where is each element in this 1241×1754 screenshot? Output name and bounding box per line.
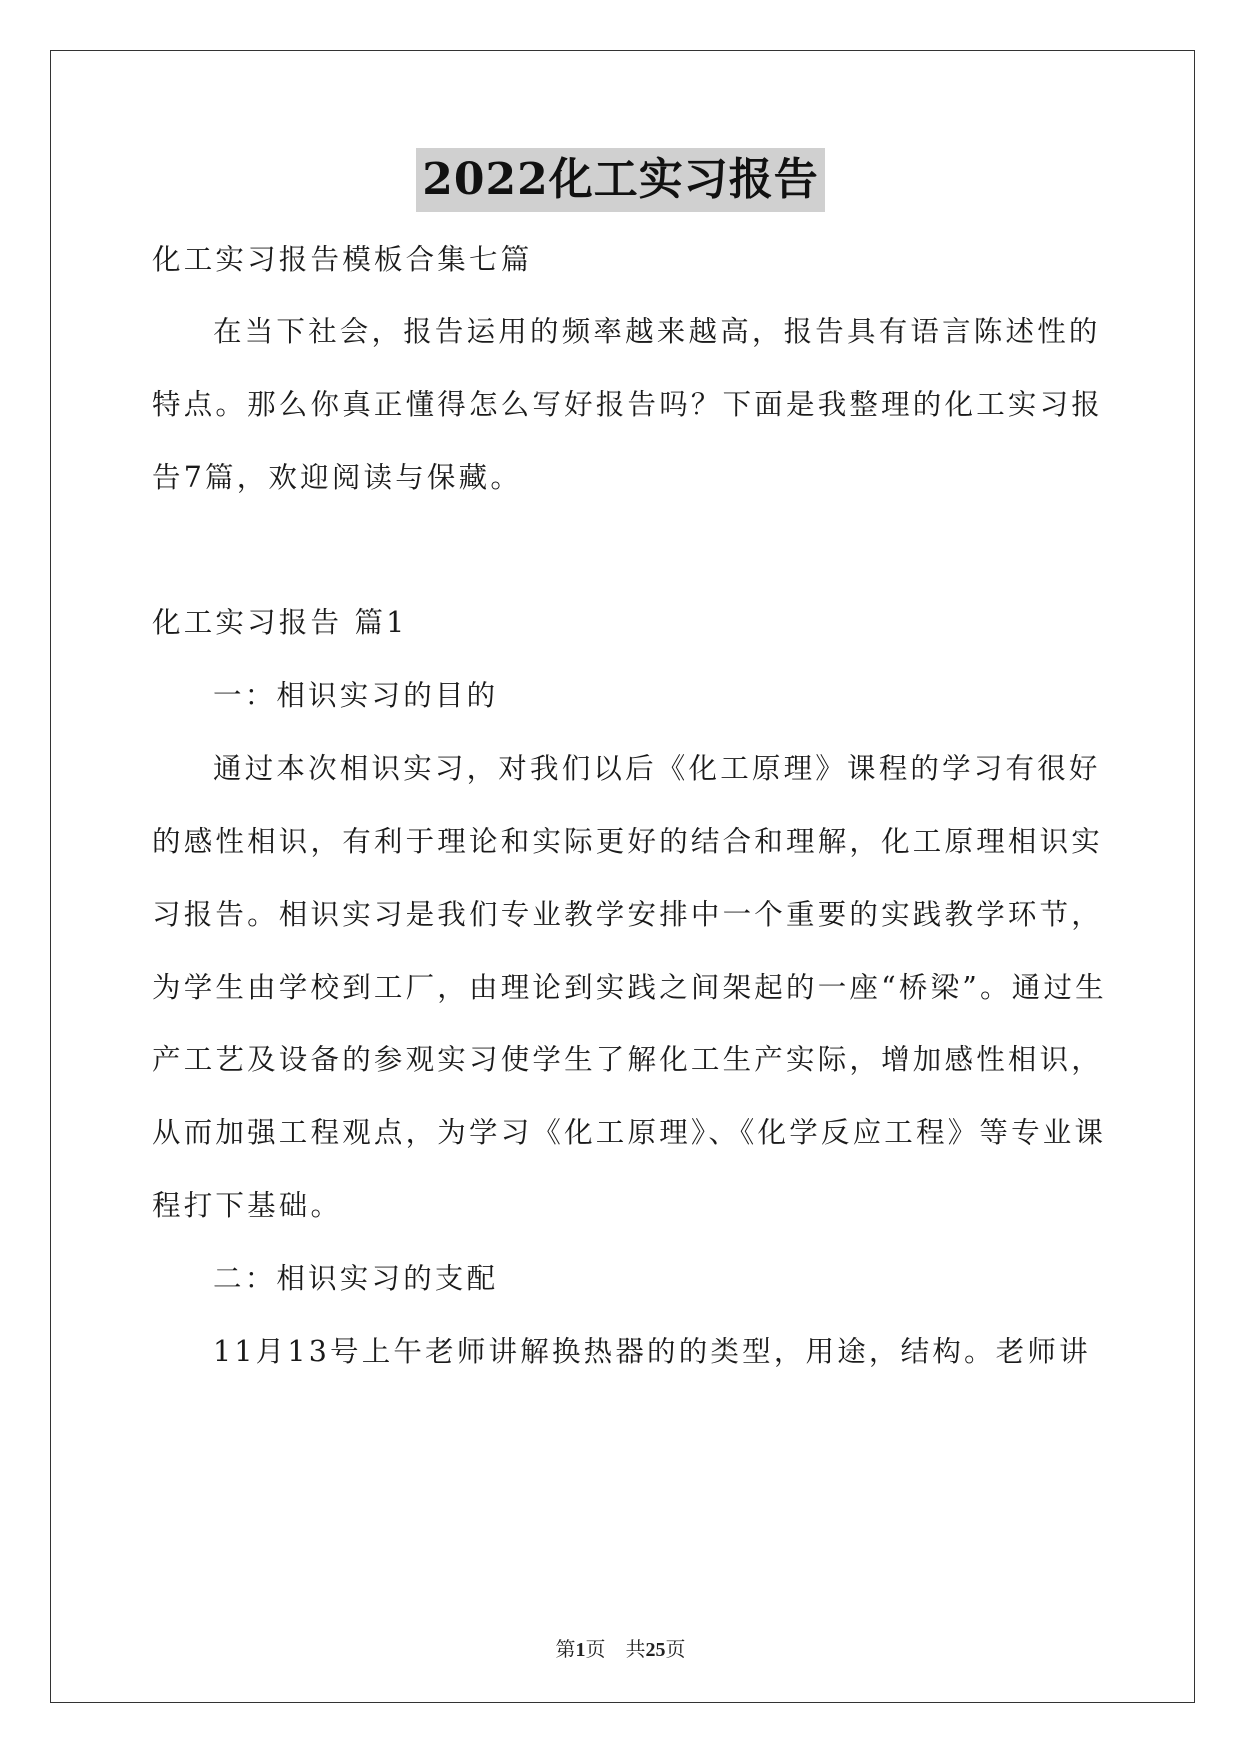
para1-line-3: 习报告。相识实习是我们专业教学安排中一个重要的实践教学环节， [152, 898, 1104, 931]
intro-line-2: 特点。那么你真正懂得怎么写好报告吗？下面是我整理的化工实习报 [152, 388, 1104, 421]
para1-line-2: 的感性相识，有利于理论和实际更好的结合和理解，化工原理相识实 [152, 825, 1104, 858]
footer-mid: 页 共 [585, 1639, 646, 1661]
para1-line-5: 产工艺及设备的参观实习使学生了解化工生产实际，增加感性相识， [152, 1043, 1104, 1076]
intro-line-1: 在当下社会，报告运用的频率越来越高，报告具有语言陈述性的 [213, 315, 1101, 348]
footer-prefix: 第 [555, 1639, 576, 1661]
document-title [0, 148, 1241, 212]
page-footer [0, 1633, 1241, 1662]
page-border [50, 50, 1195, 1703]
footer-suffix: 页 [665, 1639, 686, 1661]
intro-line-3: 告7篇，欢迎阅读与保藏。 [152, 461, 523, 494]
footer-total-pages: 25 [645, 1639, 666, 1661]
heading-purpose: 一：相识实习的目的 [213, 679, 499, 712]
para1-line-7: 程打下基础。 [152, 1189, 343, 1222]
para1-line-4: 为学生由学校到工厂，由理论到实践之间架起的一座“桥梁”。通过生 [152, 971, 1107, 1004]
footer-current-page: 1 [575, 1639, 586, 1661]
heading-arrangement: 二：相识实习的支配 [213, 1262, 499, 1295]
title-text: 2022化工实习报告 [416, 148, 824, 212]
para1-line-1: 通过本次相识实习，对我们以后《化工原理》课程的学习有很好 [213, 752, 1101, 785]
para1-line-6: 从而加强工程观点，为学习《化工原理》、《化学反应工程》等专业课 [152, 1116, 1107, 1149]
document-subtitle: 化工实习报告模板合集七篇 [152, 243, 533, 276]
para2-line-1: 11月13号上午老师讲解换热器的的类型，用途，结构。老师讲 [213, 1335, 1091, 1368]
section-heading: 化工实习报告 篇1 [152, 606, 408, 639]
